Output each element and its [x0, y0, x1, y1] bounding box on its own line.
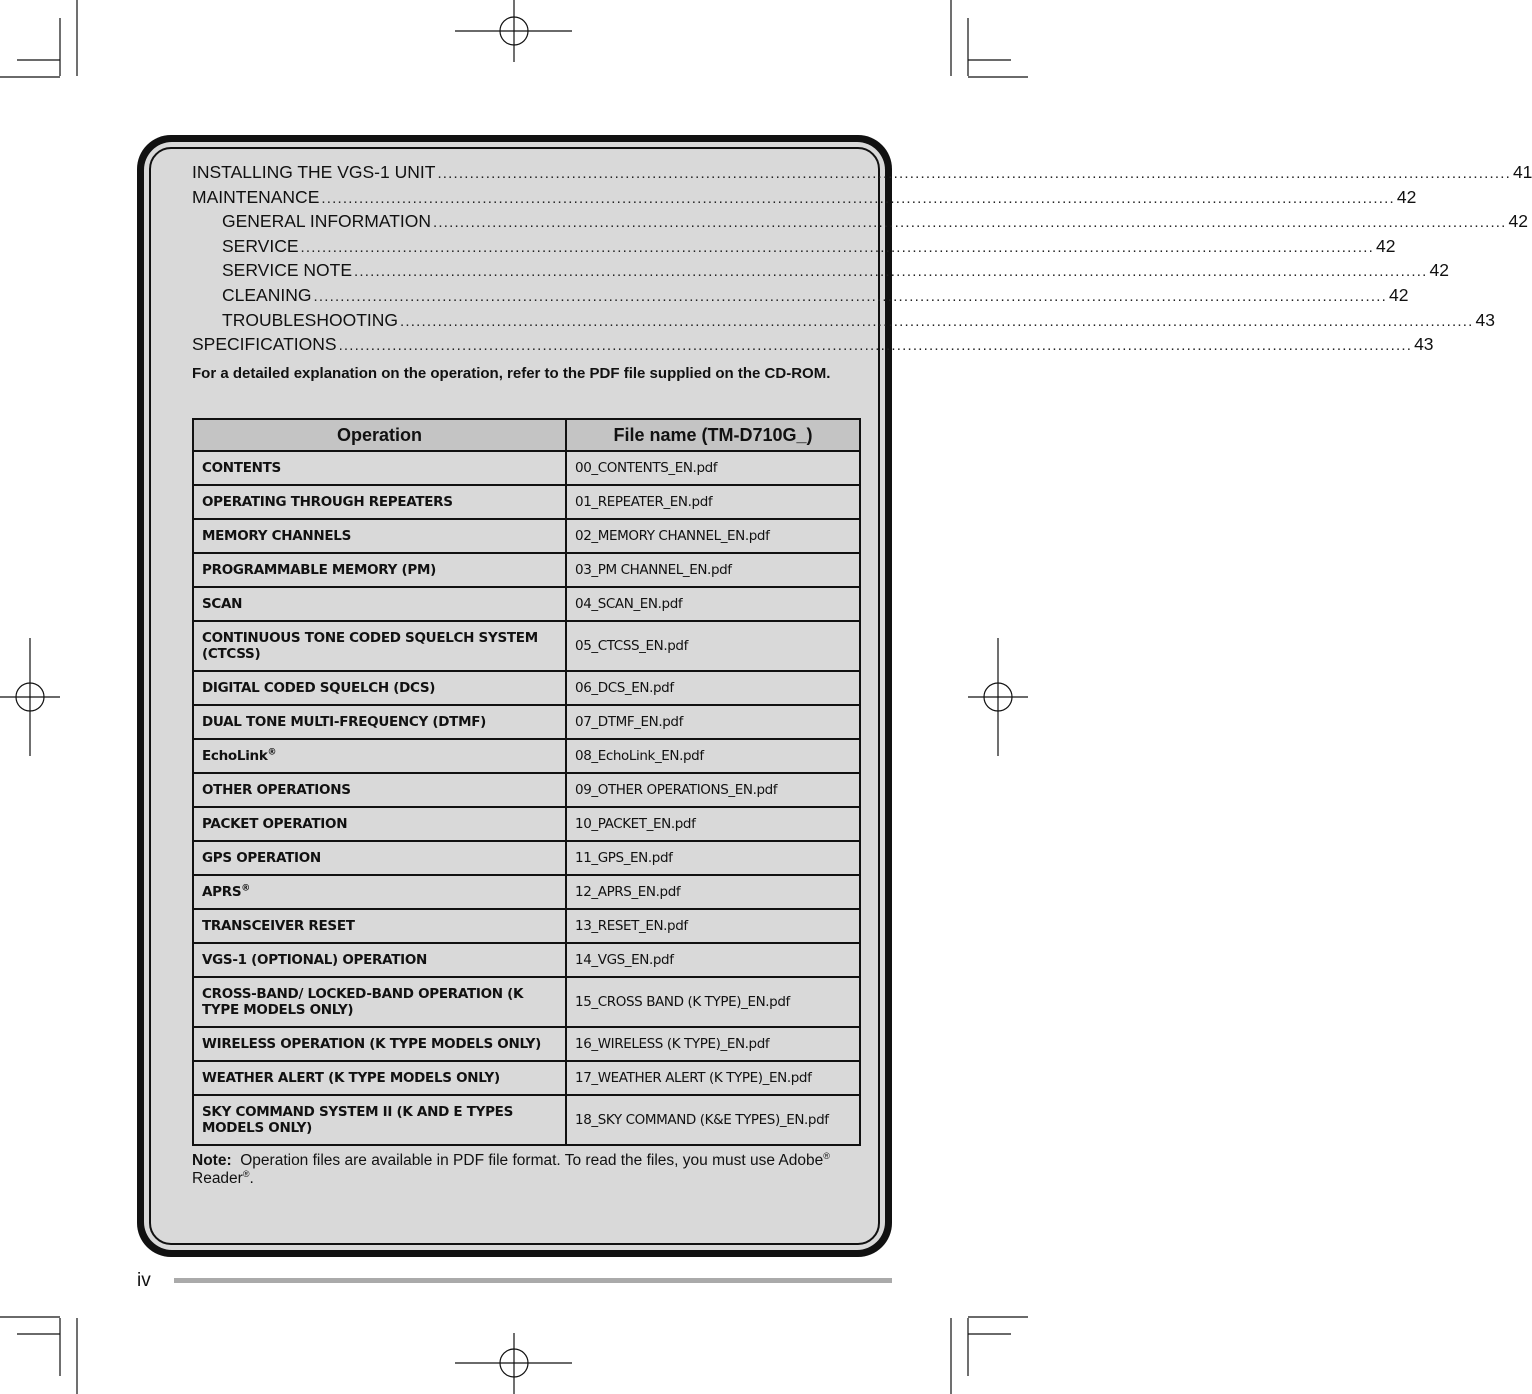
toc-leader-dots: ........................................................................................................................................................................................................	[313, 287, 1387, 305]
operation-name: MEMORY CHANNELS	[202, 528, 351, 544]
file-name-cell: 07_DTMF_EN.pdf	[566, 705, 860, 739]
table-row	[193, 485, 860, 519]
registered-mark: ®	[267, 747, 277, 758]
file-name-cell: 03_PM CHANNEL_EN.pdf	[566, 553, 860, 587]
registered-mark: ®	[823, 1150, 830, 1161]
note-text-2: Reader	[192, 1170, 243, 1187]
file-name-cell: 17_WEATHER ALERT (K TYPE)_EN.pdf	[566, 1061, 860, 1095]
registered-mark: ®	[242, 1168, 250, 1179]
operation-name: OTHER OPERATIONS	[202, 782, 351, 798]
table-row	[193, 739, 860, 773]
toc-entry-title: TROUBLESHOOTING	[222, 309, 398, 330]
file-name-cell: 00_CONTENTS_EN.pdf	[566, 451, 860, 485]
file-name-cell: 12_APRS_EN.pdf	[566, 875, 860, 909]
file-name-cell: 09_OTHER OPERATIONS_EN.pdf	[566, 773, 860, 807]
operation-name: TRANSCEIVER RESET	[202, 918, 355, 934]
table-row	[193, 841, 860, 875]
toc-entry-title: GENERAL INFORMATION	[222, 211, 432, 232]
toc-entry-title: CLEANING	[222, 284, 312, 305]
note-text-3: .	[249, 1170, 254, 1187]
toc-leader-dots: ........................................................................................................................................................................................................	[400, 312, 1474, 330]
table-row	[193, 977, 860, 1027]
toc-entry-page: 42	[1376, 235, 1396, 256]
table-row	[193, 773, 860, 807]
toc-entry	[192, 185, 1417, 210]
toc-entry-page: 42	[1429, 260, 1449, 281]
note	[192, 1152, 852, 1188]
registered-mark: ®	[241, 883, 250, 894]
note-text-1: Operation files are available in PDF file format. To read the files, you must use Adobe	[240, 1152, 824, 1169]
operation-cell	[193, 875, 566, 909]
operation-cell	[193, 485, 566, 519]
operation-cell	[193, 1095, 566, 1145]
note-label: Note:	[192, 1152, 232, 1169]
table-row	[193, 519, 860, 553]
footer-rule	[174, 1278, 892, 1283]
operation-cell	[193, 451, 566, 485]
table-row	[193, 875, 860, 909]
toc-leader-dots: ........................................................................................................................................................................................................	[354, 263, 1428, 281]
operation-name: PROGRAMMABLE MEMORY (PM)	[202, 562, 436, 578]
file-name-cell: 05_CTCSS_EN.pdf	[566, 621, 860, 671]
operation-name: PACKET OPERATION	[202, 816, 348, 832]
toc-entry-title: INSTALLING THE VGS-1 UNIT	[192, 162, 436, 182]
page-number: iv	[137, 1270, 151, 1291]
operation-name: DUAL TONE MULTI-FREQUENCY (DTMF)	[202, 714, 486, 730]
table-row	[193, 943, 860, 977]
file-name-cell: 14_VGS_EN.pdf	[566, 943, 860, 977]
operation-cell	[193, 943, 566, 977]
operation-cell	[193, 807, 566, 841]
toc-entry-page: 42	[1508, 211, 1529, 232]
toc-entry-page: 41	[1512, 162, 1532, 182]
toc-leader-dots: ........................................................................................................................................................................................................	[338, 337, 1413, 355]
table-row	[193, 807, 860, 841]
table-row	[193, 621, 860, 671]
operation-name: WEATHER ALERT (K TYPE MODELS ONLY)	[202, 1070, 500, 1086]
toc-entry-title: SERVICE NOTE	[222, 260, 352, 281]
toc-entry	[192, 209, 1529, 234]
table-of-contents	[192, 160, 1532, 357]
toc-entry-page: 43	[1414, 334, 1434, 355]
file-name-cell: 13_RESET_EN.pdf	[566, 909, 860, 943]
operation-cell	[193, 909, 566, 943]
operation-cell	[193, 1027, 566, 1061]
operation-name: VGS-1 (OPTIONAL) OPERATION	[202, 952, 428, 968]
file-name-cell: 08_EchoLink_EN.pdf	[566, 739, 860, 773]
operation-name: SCAN	[202, 596, 243, 612]
toc-entry	[192, 332, 1434, 357]
toc-entry	[192, 283, 1409, 308]
file-name-cell: 01_REPEATER_EN.pdf	[566, 485, 860, 519]
header-operation: Operation	[193, 419, 566, 451]
operation-cell	[193, 671, 566, 705]
operation-name: WIRELESS OPERATION (K TYPE MODELS ONLY)	[202, 1036, 542, 1052]
toc-leader-dots: ........................................................................................................................................................................................................	[437, 165, 1511, 182]
toc-entry-page: 42	[1396, 186, 1417, 207]
operation-name: GPS OPERATION	[202, 850, 321, 866]
file-name-cell: 15_CROSS BAND (K TYPE)_EN.pdf	[566, 977, 860, 1027]
operation-name: OPERATING THROUGH REPEATERS	[202, 494, 453, 510]
operation-name: DIGITAL CODED SQUELCH (DCS)	[202, 680, 436, 696]
operation-name: CONTENTS	[202, 460, 281, 476]
toc-leader-dots: ........................................................................................................................................................................................................	[300, 238, 1375, 256]
toc-entry	[192, 160, 1532, 185]
operation-cell	[193, 977, 566, 1027]
table-row	[193, 1095, 860, 1145]
table-row	[193, 451, 860, 485]
file-name-cell: 16_WIRELESS (K TYPE)_EN.pdf	[566, 1027, 860, 1061]
operation-cell	[193, 519, 566, 553]
toc-entry-page: 42	[1388, 284, 1409, 305]
operation-name: CONTINUOUS TONE CODED SQUELCH SYSTEM (CTCSS)	[202, 630, 538, 662]
intro-text: For a detailed explanation on the operation, refer to the PDF file supplied on the CD-ROM.	[192, 365, 831, 382]
operation-name: EchoLink	[202, 748, 268, 764]
operation-name: APRS	[202, 884, 242, 900]
table-row	[193, 1061, 860, 1095]
table-row	[193, 587, 860, 621]
toc-entry-title: SERVICE	[222, 235, 299, 256]
file-name-cell: 11_GPS_EN.pdf	[566, 841, 860, 875]
operation-cell	[193, 553, 566, 587]
header-file-name: File name (TM-D710G_)	[566, 419, 860, 451]
table-row	[193, 671, 860, 705]
operation-cell	[193, 621, 566, 671]
operations-table	[192, 418, 861, 1146]
table-row	[193, 705, 860, 739]
operation-cell	[193, 587, 566, 621]
table-header-row	[193, 419, 860, 451]
toc-leader-dots: ........................................................................................................................................................................................................	[433, 214, 1507, 232]
operation-cell	[193, 841, 566, 875]
table-row	[193, 553, 860, 587]
table-row	[193, 1027, 860, 1061]
toc-entry	[192, 308, 1495, 333]
toc-entry	[192, 258, 1449, 283]
operation-name: SKY COMMAND SYSTEM II (K AND E TYPES MODELS ONLY)	[202, 1104, 514, 1136]
file-name-cell: 04_SCAN_EN.pdf	[566, 587, 860, 621]
toc-leader-dots: ........................................................................................................................................................................................................	[321, 189, 1395, 207]
operation-cell	[193, 1061, 566, 1095]
file-name-cell: 18_SKY COMMAND (K&E TYPES)_EN.pdf	[566, 1095, 860, 1145]
toc-entry-title: MAINTENANCE	[192, 186, 320, 207]
toc-entry	[192, 234, 1396, 259]
operation-cell	[193, 739, 566, 773]
toc-entry-title: SPECIFICATIONS	[192, 334, 337, 355]
file-name-cell: 02_MEMORY CHANNEL_EN.pdf	[566, 519, 860, 553]
file-name-cell: 06_DCS_EN.pdf	[566, 671, 860, 705]
operation-cell	[193, 705, 566, 739]
operation-cell	[193, 773, 566, 807]
table-row	[193, 909, 860, 943]
file-name-cell: 10_PACKET_EN.pdf	[566, 807, 860, 841]
operation-name: CROSS-BAND/ LOCKED-BAND OPERATION (K TYPE MODELS ONLY)	[202, 986, 524, 1018]
toc-entry-page: 43	[1475, 309, 1495, 330]
